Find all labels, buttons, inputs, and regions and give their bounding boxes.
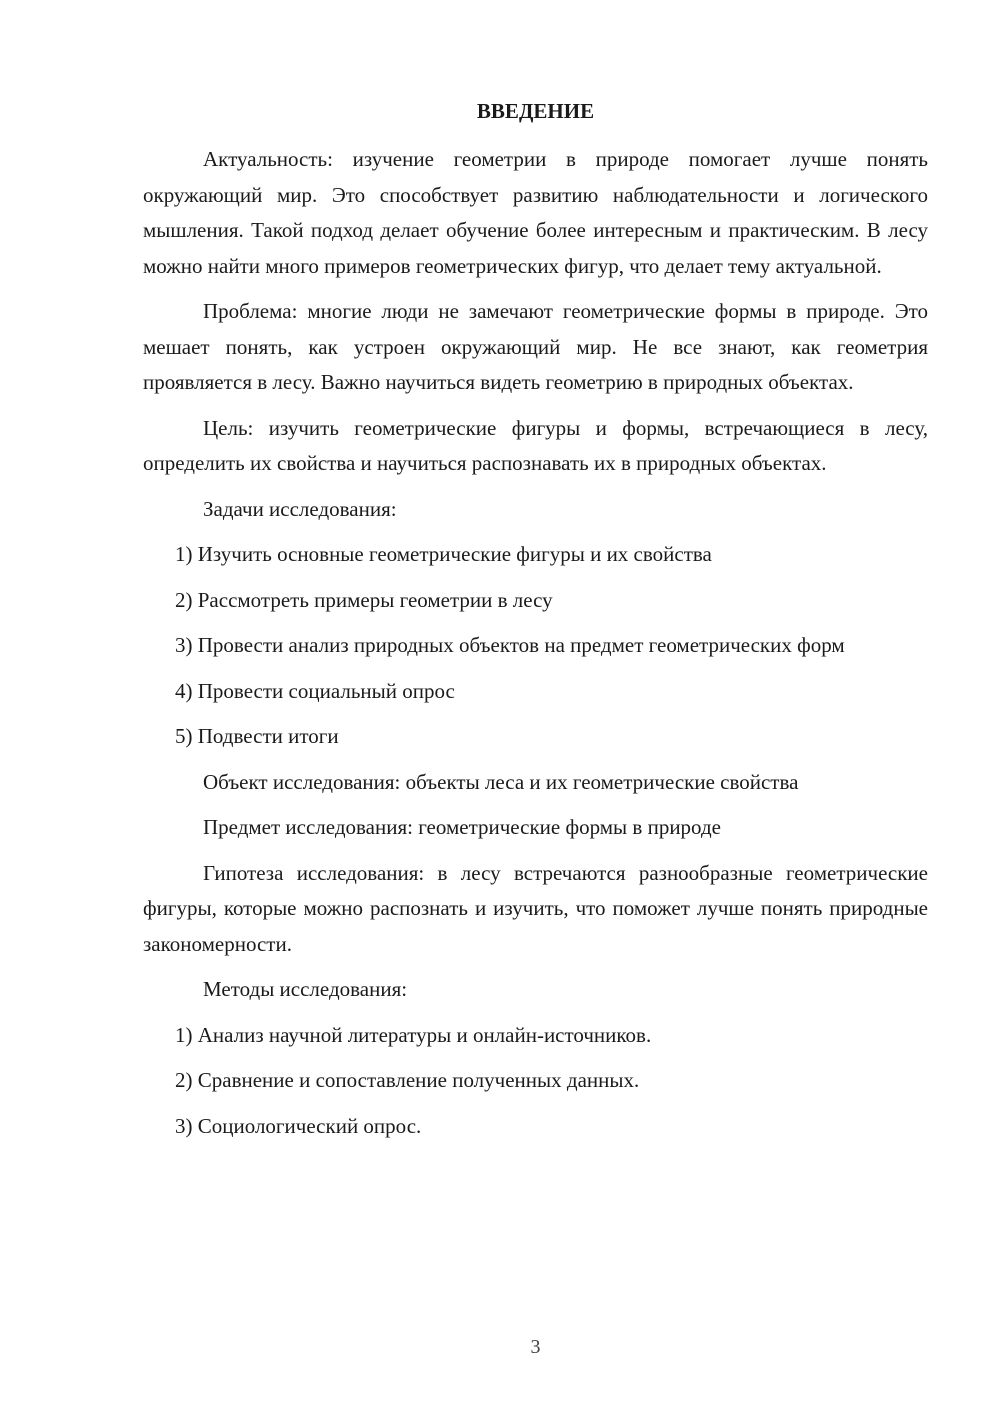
goal-paragraph: Цель: изучить геометрические фигуры и формы, встречающиеся в лесу, определить их свойства и научиться распознавать их в природных объектах. bbox=[143, 415, 928, 475]
subject-paragraph: Предмет исследования: геометрические формы в природе bbox=[203, 815, 721, 839]
problem-paragraph: Проблема: многие люди не замечают геометрические формы в природе. Это мешает понять, как устроен окружающий мир. Не все знают, как геометрия проявляется в лесу. Важно научиться видеть геометрию в природных объектах. bbox=[143, 299, 928, 394]
method-item: 1) Анализ научной литературы и онлайн-источников. bbox=[175, 1022, 652, 1047]
methods-title: Методы исследования: bbox=[203, 977, 408, 1001]
task-item: 1) Изучить основные геометрические фигуры и их свойства bbox=[175, 542, 712, 566]
section-heading: ВВЕДЕНИЕ bbox=[476, 99, 595, 123]
tasks-title: Задачи исследования: bbox=[203, 496, 397, 521]
document-page bbox=[143, 0, 928, 1414]
page-number: 3 bbox=[530, 1336, 541, 1358]
task-item: 2) Рассмотреть примеры геометрии в лесу bbox=[175, 587, 553, 612]
hypothesis-paragraph: Гипотеза исследования: в лесу встречаются разнообразные геометрические фигуры, которые можно распознать и изучить, что поможет лучше понять природные закономерности. bbox=[143, 860, 928, 956]
object-paragraph: Объект исследования: объекты леса и их геометрические свойства bbox=[203, 769, 799, 794]
task-item: 4) Провести социальный опрос bbox=[175, 678, 455, 703]
method-item: 2) Сравнение и сопоставление полученных данных. bbox=[175, 1068, 640, 1092]
relevance-paragraph: Актуальность: изучение геометрии в природе помогает лучше понять окружающий мир. Это способствует развитию наблюдательности и логического мышления. Такой подход делает обучение более интересным и практическим. В лесу можно найти много примеров геометрических фигур, что делает тему актуальной. bbox=[143, 147, 928, 278]
method-item: 3) Социологический опрос. bbox=[175, 1113, 422, 1138]
task-item: 5) Подвести итоги bbox=[175, 724, 339, 748]
task-item: 3) Провести анализ природных объектов на предмет геометрических форм bbox=[175, 633, 845, 657]
body-text bbox=[143, 142, 928, 1154]
